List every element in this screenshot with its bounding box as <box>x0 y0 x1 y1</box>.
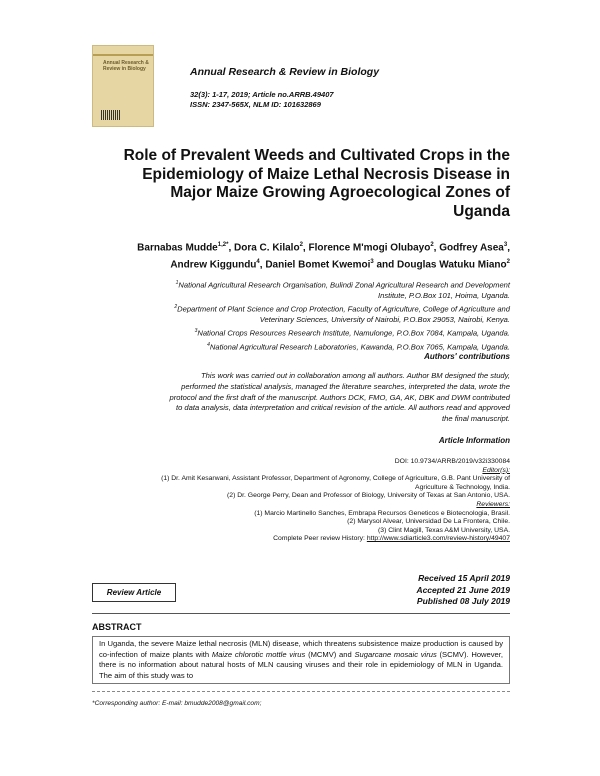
publication-dates <box>416 573 510 608</box>
journal-name: Annual Research & Review in Biology <box>190 66 380 78</box>
abstract-heading: ABSTRACT <box>92 622 142 632</box>
divider <box>92 613 510 614</box>
author-line-2: Andrew Kiggundu$^4$, Daniel Bomet Kwemoi$^3$ and Douglas Watuku Miano$^2$ <box>170 259 510 271</box>
cover-title: Annual Research & Review in Biology <box>103 60 149 72</box>
accepted-date: Accepted 21 June 2019 <box>416 584 510 595</box>
review-history-link[interactable]: http://www.sdiarticle3.com/review-history/49407 <box>366 535 510 543</box>
contributions-text: This work was carried out in collaboration among all authors. Author BM designed the study, performed the statistical analysis, managed the literature searches, interpreted the data, wrote the protocol and the first draft of the manuscript. Authors DCK, FMO, GA, AK, DBK and DWM contributed to data analysis, data interpretation and critical revision of the article. All authors read and approved the final manuscript. <box>169 371 510 424</box>
received-date: Received 15 April 2019 <box>418 573 510 583</box>
affiliation-4: $^4$National Agricultural Research Laboratories, Kawanda, P.O.Box 7065, Kampala, Uganda. <box>207 341 510 352</box>
article-info: DOI: 10.9734/ARRB/2019/v32i330084 Editor(s): (1) Dr. Amit Kesarwani, Assistant Professor, Department of Agronomy, College of Agriculture, G.B. Pant University of Agriculture & Technology, India. (2) Dr. George Perry, Dean and Professor of Biology, University of Texas at San Antonio, USA. Reviewers: (1) Marcio Martinello Sanches, Embrapa Recursos Geneticos e Biotecnologia, Brasil. (2) Marysol Alvear, Universidad De La Frontera, Chile. (3) Clint Magill, Texas A&M University, USA. Complete Peer review History: http://www.sdiarticle3.com/review-history/49407 <box>80 458 510 544</box>
article-type-badge: Review Article <box>92 583 176 602</box>
review-history: Complete Peer review History: http://www.sdiarticle3.com/review-history/49407 <box>273 535 510 543</box>
journal-cover-thumbnail <box>92 45 154 127</box>
contributions-heading: Authors' contributions <box>424 352 510 361</box>
doi: DOI: 10.9734/ARRB/2019/v32i330084 <box>394 458 510 465</box>
abstract-text: In Uganda, the severe Maize lethal necrosis (MLN) disease, which threatens subsistence maize production is caused by co-infection of maize plants with Maize chlorotic mottle virus (MCMV) and Sugarcane mosaic virus (SCMV). However, there is no information about natural hosts of MLN causing viruses and their role in epidemiology of MLN in Uganda. The aim of this study was to <box>92 636 510 684</box>
editors-label: Editor(s): <box>482 466 510 474</box>
author-line-1: Barnabas Mudde$^{1,2*}$, Dora C. Kilalo$^2$, Florence M'mogi Olubayo$^2$, Godfrey Asea$^3$, <box>137 242 510 254</box>
article-info-heading: Article Information <box>438 436 510 445</box>
affiliation-3: $^3$National Crops Resources Research Institute, Namulonge, P.O.Box 7084, Kampala, Uganda. <box>194 328 510 338</box>
footnote-divider <box>92 691 510 692</box>
citation: 32(3): 1-17, 2019; Article no.ARRB.49407 <box>190 90 334 99</box>
article-title: Role of Prevalent Weeds and Cultivated Crops in the Epidemiology of Maize Lethal Necrosis Disease in Major Maize Growing Agroecological Zones of Uganda <box>123 147 510 220</box>
issn: ISSN: 2347-565X, NLM ID: 101632869 <box>190 100 321 109</box>
corresponding-author-footnote: *Corresponding author: E-mail: bmudde2008@gmail.com; <box>92 700 262 707</box>
cover-band <box>93 54 153 56</box>
affiliation-1: $^1$National Agricultural Research Organisation, Bulindi Zonal Agricultural Research and Development <box>175 280 510 290</box>
journal-issue-info <box>190 90 334 110</box>
reviewers-label: Reviewers: <box>476 500 510 508</box>
affiliation-2: $^2$Department of Plant Science and Crop Protection, Faculty of Agriculture, College of Agriculture and <box>174 304 510 314</box>
author-list <box>80 238 510 273</box>
published-date: Published 08 July 2019 <box>416 596 510 606</box>
cover-barcode <box>101 110 121 120</box>
affiliations: $^1$National Agricultural Research Organisation, Bulindi Zonal Agricultural Research and Development Institute, P.O.Box 101, Hoima, Uganda. $^2$Department of Plant Science and Crop Protection, Faculty of Agriculture, College of Agriculture and Veterinary Sciences, University of Nairobi, P.O.Box 29053, Nairobi, Kenya. $^3$National Crops Resources Research Institute, Namulonge, P.O.Box 7084, Kampala, Uganda. $^4$National Agricultural Research Laboratories, Kawanda, P.O.Box 7065, Kampala, Uganda. <box>80 278 510 353</box>
